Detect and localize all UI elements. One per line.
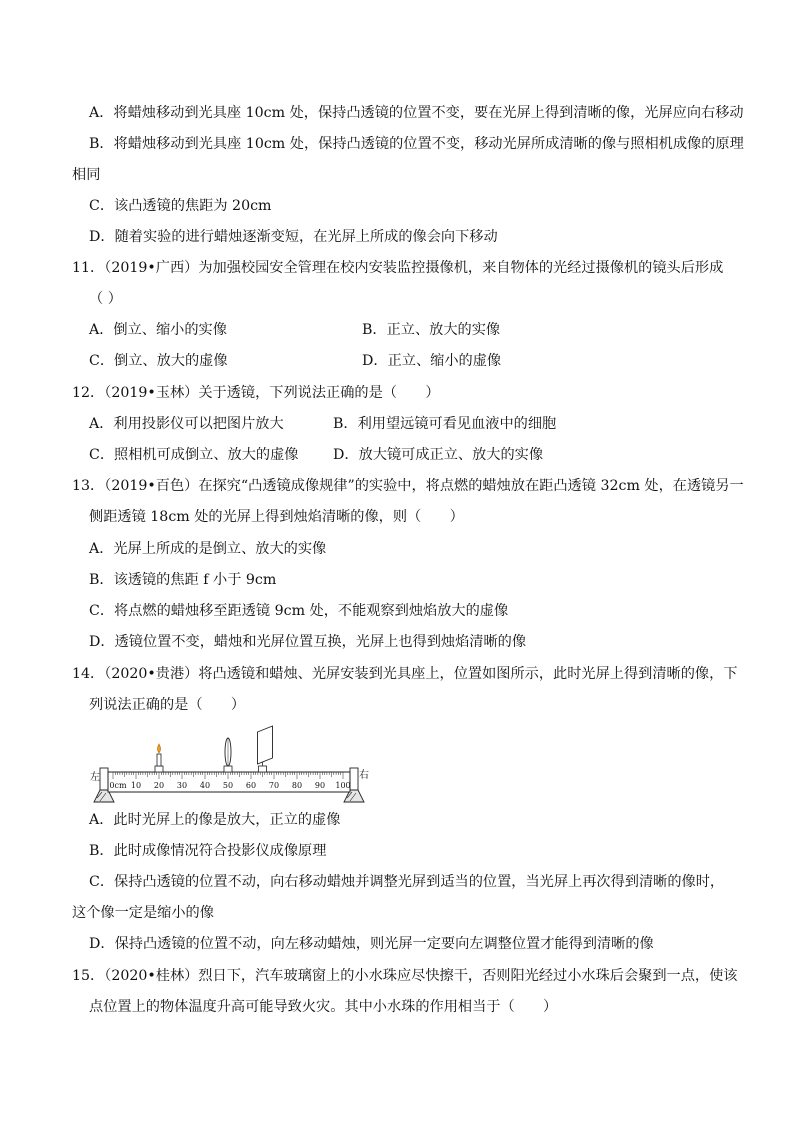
q10-option-a: A．将蜡烛移动到光具座 10cm 处，保持凸透镜的位置不变，要在光屏上得到清晰的像，光屏应向右移动 xyxy=(89,105,744,121)
q14-stem-cont: 列说法正确的是（ ） xyxy=(89,697,246,713)
bench-tick-label: 40 xyxy=(199,781,211,790)
optical-bench-figure xyxy=(88,718,370,804)
bench-tick-label: 0cm xyxy=(109,781,127,790)
q12-option-c: C．照相机可成倒立、放大的虚像 xyxy=(89,447,299,463)
bench-tick-label: 70 xyxy=(268,781,280,790)
q12-stem: 12．（2019•玉林）关于透镜，下列说法正确的是（ ） xyxy=(72,385,440,401)
q10-option-c: C．该凸透镜的焦距为 20cm xyxy=(89,198,272,214)
q12-option-d: D．放大镜可成正立、放大的实像 xyxy=(333,447,544,463)
q15-stem-cont: 点位置上的物体温度升高可能导致火灾。其中小水珠的作用相当于（ ） xyxy=(89,999,558,1015)
q11-stem-cont: （ ） xyxy=(89,291,122,307)
bench-items xyxy=(155,726,273,772)
q13-option-c: C．将点燃的蜡烛移至距透镜 9cm 处，不能观察到烛焰放大的虚像 xyxy=(89,603,509,619)
q11-option-c: C．倒立、放大的虚像 xyxy=(89,353,228,369)
q13-stem-cont: 侧距透镜 18cm 处的光屏上得到烛焰清晰的像，则（ ） xyxy=(89,509,464,525)
q14-option-d: D．保持凸透镜的位置不动，向左移动蜡烛，则光屏一定要向左调整位置才能得到清晰的像 xyxy=(89,936,654,952)
q13-option-b: B．该透镜的焦距 f 小于 9cm xyxy=(89,572,277,588)
q14-option-a: A．此时光屏上的像是放大，正立的虚像 xyxy=(89,812,341,828)
candle-body xyxy=(157,754,161,766)
bench-tick-label: 80 xyxy=(291,781,303,790)
q14-option-c-cont: 这个像一定是缩小的像 xyxy=(72,905,214,921)
bench-left-label: 左 xyxy=(90,772,100,783)
candle-flame xyxy=(158,744,161,753)
bench-tick-label: 90 xyxy=(314,781,326,790)
q11-option-d: D．正立、缩小的虚像 xyxy=(362,353,502,369)
q11-stem: 11．（2019•广西）为加强校园安全管理在校内安装监控摄像机，来自物体的光经过摄像机的镜头后形成 xyxy=(72,260,724,276)
candle-holder xyxy=(155,766,163,772)
q10-option-b: B．将蜡烛移动到光具座 10cm 处，保持凸透镜的位置不变，移动光屏所成清晰的像与照相机成像的原理 xyxy=(89,136,744,152)
bench-tick-label: 100 xyxy=(335,781,351,790)
q14-stem: 14．（2020•贵港）将凸透镜和蜡烛、光屏安装到光具座上，位置如图所示，此时光屏上得到清晰的像，下 xyxy=(72,666,738,682)
q13-option-d: D．透镜位置不变，蜡烛和光屏位置互换，光屏上也得到烛焰清晰的像 xyxy=(89,634,527,650)
lens-holder xyxy=(224,766,232,772)
q14-option-c: C．保持凸透镜的位置不动，向右移动蜡烛并调整光屏到适当的位置，当光屏上再次得到清晰的像时， xyxy=(89,874,725,890)
bench-tick-label: 20 xyxy=(153,781,165,790)
q12-option-a: A．利用投影仪可以把图片放大 xyxy=(89,416,284,432)
q12-option-b: B．利用望远镜可看见血液中的细胞 xyxy=(333,416,557,432)
bench-tick-label: 50 xyxy=(222,781,234,790)
q11-option-b: B．正立、放大的实像 xyxy=(362,322,501,338)
q13-option-a: A．光屏上所成的是倒立、放大的实像 xyxy=(89,541,327,557)
bench-right-label: 右 xyxy=(359,770,369,781)
q10-option-d: D．随着实验的进行蜡烛逐渐变短，在光屏上所成的像会向下移动 xyxy=(89,229,498,245)
q14-option-b: B．此时成像情况符合投影仪成像原理 xyxy=(89,843,327,859)
q11-option-a: A．倒立、缩小的实像 xyxy=(89,322,227,338)
light-screen xyxy=(258,726,273,764)
q13-stem: 13．（2019•百色）在探究“凸透镜成像规律”的实验中，将点燃的蜡烛放在距凸透镜 32cm 处，在透镜另一 xyxy=(72,478,744,494)
q12-row-2 xyxy=(89,445,543,465)
q15-stem: 15．（2020•桂林）烈日下，汽车玻璃窗上的小水珠应尽快擦干，否则阳光经过小水珠后会聚到一点，使该 xyxy=(72,968,738,984)
q10-option-b-cont: 相同 xyxy=(72,167,101,183)
bench-tick-label: 30 xyxy=(176,781,188,790)
q12-row-1 xyxy=(89,414,556,434)
screen-holder xyxy=(259,766,267,772)
bench-tick-label: 10 xyxy=(130,781,142,790)
bench-tick-label: 60 xyxy=(245,781,257,790)
